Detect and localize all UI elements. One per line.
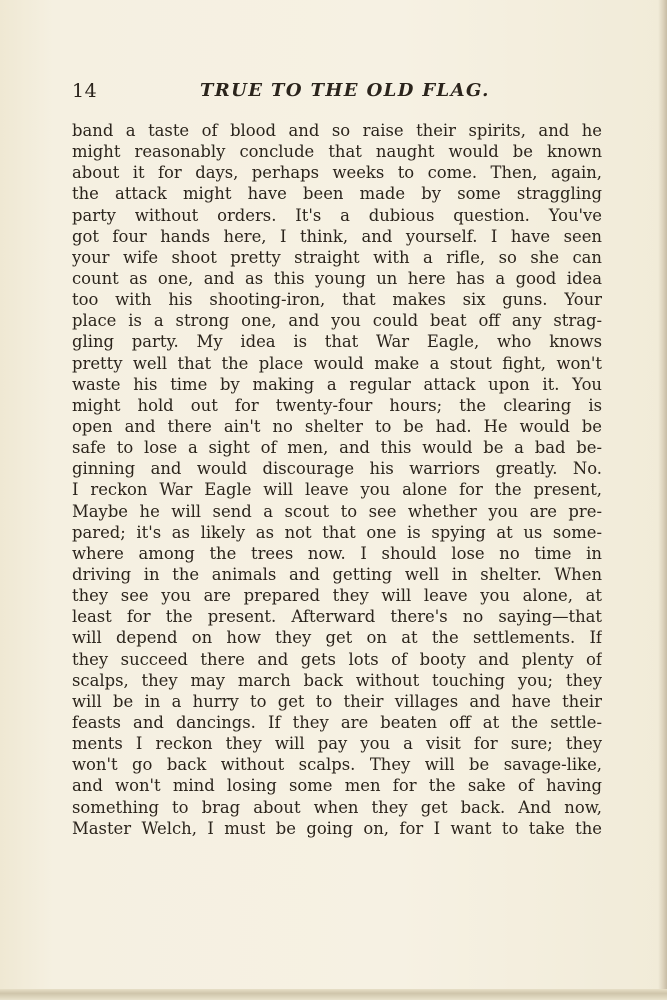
text-line: ginning and would discourage his warriors greatly. No. [72, 459, 602, 479]
page-number: 14 [72, 80, 98, 102]
text-line: band a taste of blood and so raise their spirits, and he [72, 121, 602, 140]
text-line: feasts and dancings. If they are beaten off at the settle- [72, 712, 602, 732]
text-line: might reasonably conclude that naught would be known [72, 142, 602, 162]
text-line: place is a strong one, and you could beat off any strag- [72, 311, 602, 331]
text-line: ments I reckon they will pay you a visit for sure; they [72, 734, 602, 754]
text-line: party without orders. It's a dubious question. You've [72, 205, 602, 225]
text-line: Master Welch, I must be going on, for I want to take the [72, 818, 602, 838]
page-edge-shadow [658, 0, 667, 1000]
text-line: count as one, and as this young un here has a good idea [72, 268, 602, 288]
text-line: pretty well that the place would make a stout fight, won't [72, 353, 602, 373]
text-line: I reckon War Eagle will leave you alone for the present, [72, 480, 602, 500]
text-line: pared; it's as likely as not that one is spying at us some- [72, 522, 602, 542]
running-title: TRUE TO THE OLD FLAG. [200, 80, 490, 101]
text-line: least for the present. Afterward there's no saying—that [72, 607, 602, 627]
text-line: won't go back without scalps. They will be savage-like, [72, 755, 602, 775]
text-line: safe to lose a sight of men, and this would be a bad be- [72, 438, 602, 458]
page-header [72, 80, 602, 110]
text-line: where among the trees now. I should lose no time in [72, 543, 602, 563]
text-line: they see you are prepared they will leave you alone, at [72, 586, 602, 606]
text-line: something to brag about when they get back. And now, [72, 797, 602, 817]
page-bottom-edge [0, 989, 667, 1000]
text-line: driving in the animals and getting well in shelter. When [72, 564, 602, 584]
text-line: will be in a hurry to get to their villages and have their [72, 691, 602, 711]
body-text [72, 120, 602, 839]
text-line: they succeed there and gets lots of booty and plenty of [72, 649, 602, 669]
text-line: waste his time by making a regular attack upon it. You [72, 374, 602, 394]
text-line: and won't mind losing some men for the sake of having [72, 776, 602, 796]
text-line: got four hands here, I think, and yourself. I have seen [72, 226, 602, 246]
text-line: the attack might have been made by some straggling [72, 184, 602, 204]
text-line: will depend on how they get on at the settlements. If [72, 628, 602, 648]
text-line: your wife shoot pretty straight with a rifle, so she can [72, 247, 602, 267]
text-line: about it for days, perhaps weeks to come. Then, again, [72, 163, 602, 183]
text-line: too with his shooting-iron, that makes six guns. Your [72, 290, 602, 310]
text-line: might hold out for twenty-four hours; the clearing is [72, 395, 602, 415]
text-line: scalps, they may march back without touching you; they [72, 670, 602, 690]
text-line: Maybe he will send a scout to see whether you are pre- [72, 501, 602, 521]
text-line: gling party. My idea is that War Eagle, who knows [72, 332, 602, 352]
text-line: open and there ain't no shelter to be had. He would be [72, 416, 602, 436]
